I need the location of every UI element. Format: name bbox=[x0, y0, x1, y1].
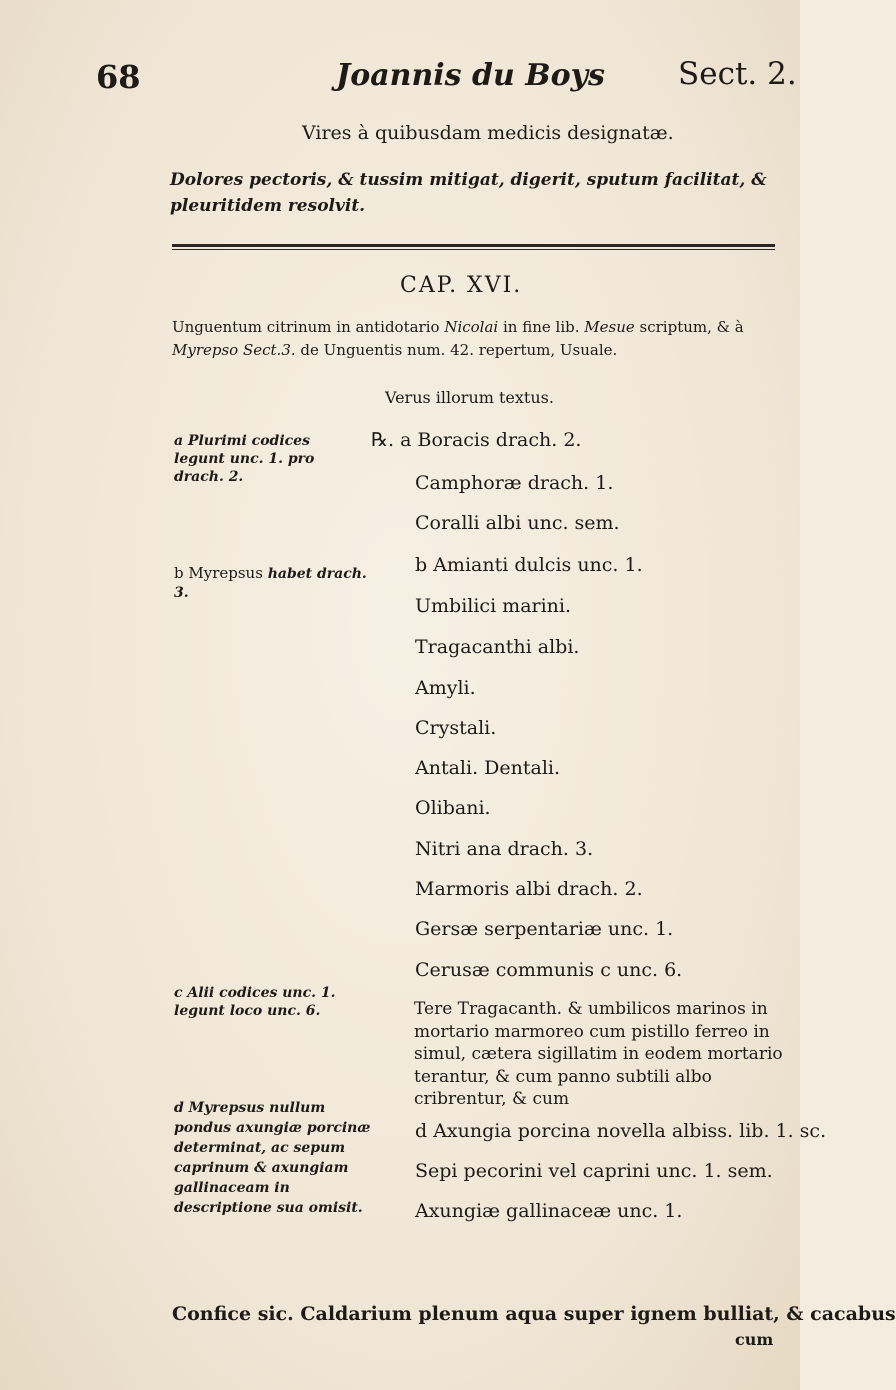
recipe-line: Amyli. bbox=[415, 677, 476, 699]
page-number: 68 bbox=[96, 58, 141, 96]
chapter-heading: CAP. XVI. bbox=[400, 273, 523, 298]
catchword: cum bbox=[735, 1330, 774, 1349]
intro-mesue: Mesue bbox=[584, 318, 635, 336]
recipe-line: d Axungia porcina novella albiss. lib. 1. sc. bbox=[415, 1120, 827, 1142]
recipe-line: Cerusæ communis c unc. 6. bbox=[415, 959, 683, 981]
margin-note-b-prefix: b Myrepsus bbox=[174, 564, 268, 582]
chapter-intro bbox=[172, 316, 784, 362]
intro-text-1: Unguentum citrinum in antidotario bbox=[172, 318, 445, 336]
recipe-line: Olibani. bbox=[415, 797, 491, 819]
textus-heading: Verus illorum textus. bbox=[385, 388, 554, 407]
recipe-line: b Amianti dulcis unc. 1. bbox=[415, 554, 643, 576]
margin-note-c: c Alii codices unc. 1. legunt loco unc. 6. bbox=[174, 985, 336, 1019]
intro-text-2: in fine lib. bbox=[498, 318, 585, 336]
recipe-line: Crystali. bbox=[415, 717, 497, 739]
running-head: Joannis du Boys bbox=[336, 58, 605, 93]
recipe-instructions: Tere Tragacanth. & umbilicos marinos in mortario marmoreo cum pistillo ferreo in simul, cætera sigillatim in eodem mortario terantur, & cum panno subtili albo cribrentur, & cum bbox=[414, 999, 783, 1109]
recipe-line: Coralli albi unc. sem. bbox=[415, 512, 620, 534]
recipe-line: Marmoris albi drach. 2. bbox=[415, 878, 643, 900]
confice-paragraph: Confice sic. Caldarium plenum aqua super ignem bulliat, & cacabus bbox=[172, 1303, 896, 1325]
margin-note-d: d Myrepsus nullum pondus axungiæ porcinæ determinat, ac sepum caprinum & axungiam gallinaceam in descriptione sua omisit. bbox=[174, 1100, 371, 1216]
dolores-paragraph: Dolores pectoris, & tussim mitigat, digerit, sputum facilitat, & pleuritidem resolvit. bbox=[170, 170, 767, 216]
recipe-line: Nitri ana drach. 3. bbox=[415, 838, 594, 860]
vires-heading: Vires à quibusdam medicis designatæ. bbox=[302, 122, 674, 144]
recipe-line: Sepi pecorini vel caprini unc. 1. sem. bbox=[415, 1160, 773, 1182]
intro-text-4: de Unguentis num. 42. repertum, Usuale. bbox=[295, 341, 618, 359]
margin-note-a: a Plurimi codices legunt unc. 1. pro drach. 2. bbox=[174, 433, 315, 485]
intro-text-3: scriptum, & à bbox=[634, 318, 744, 336]
section-label: Sect. 2. bbox=[678, 56, 797, 92]
intro-nicolai: Nicolai bbox=[444, 318, 499, 336]
intro-myrepso: Myrepso Sect.3. bbox=[172, 341, 296, 359]
recipe-line: Umbilici marini. bbox=[415, 595, 572, 617]
section-rule-thick bbox=[172, 244, 775, 247]
recipe-line: Tragacanthi albi. bbox=[415, 636, 580, 658]
recipe-line: Gersæ serpentariæ unc. 1. bbox=[415, 918, 674, 940]
recipe-line: ℞. a Boracis drach. 2. bbox=[371, 429, 582, 451]
recipe-line: Camphoræ drach. 1. bbox=[415, 472, 614, 494]
section-rule-thin bbox=[172, 249, 775, 250]
recipe-line: Antali. Dentali. bbox=[415, 757, 561, 779]
recipe-line: Axungiæ gallinaceæ unc. 1. bbox=[415, 1200, 683, 1222]
margin-note-b bbox=[174, 564, 374, 602]
margin-note-b-italic: habet drach. 3. bbox=[174, 566, 367, 601]
